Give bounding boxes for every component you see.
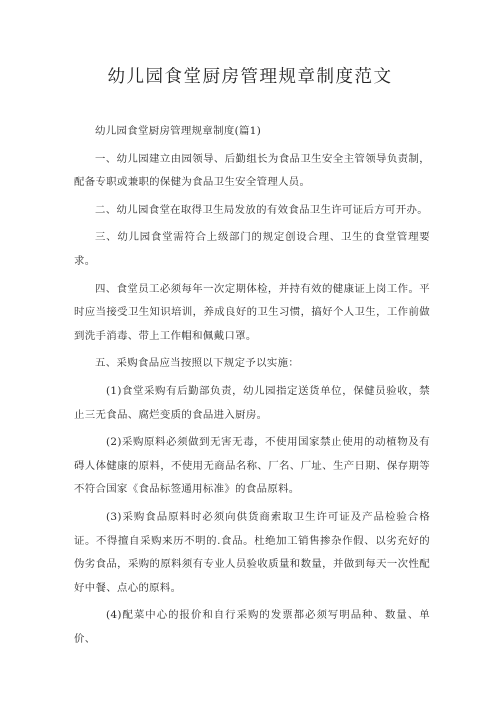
paragraph-4: 四、食堂员工必须每年一次定期体检，并持有效的健康证上岗工作。平时应当接受卫生知识培训，养成良好的卫生习惯，搞好个人卫生，工作前做到洗手消毒、带上工作帽和佩戴口罩。	[74, 282, 430, 342]
list-item-1: (1)食堂采购有后勤部负责，幼儿园指定送货单位，保健员验收，禁止三无食品、腐烂变质的食品进入厨房。	[74, 384, 430, 421]
paragraph-3: 三、幼儿园食堂需符合上级部门的规定创设合理、卫生的食堂管理要求。	[74, 231, 430, 267]
section-heading: 幼儿园食堂厨房管理规章制度(篇1)	[95, 125, 262, 137]
list-item-4: (4)配菜中心的报价和自行采购的发票都必须写明品种、数量、单价、	[74, 609, 430, 645]
document-body	[74, 120, 430, 655]
paragraph-5: 五、采购食品应当按照以下规定予以实施：	[95, 357, 300, 370]
paragraph-2: 二、幼儿园食堂在取得卫生局发放的有效食品卫生许可证后方可开办。	[95, 203, 428, 216]
list-item-2: (2)采购原料必须做到无害无毒，不使用国家禁止使用的动植物及有碍人体健康的原料，不使用无商品名称、厂名、厂址、生产日期、保存期等不符合国家《食品标签通用标准》的食品原料。	[74, 436, 430, 496]
list-item-3: (3)采购食品原料时必须向供货商索取卫生许可证及产品检验合格证。不得擅自采购来历不明的.食品。杜绝加工销售掺杂作假、以劣充好的伪劣食品，采购的原料须有专业人员验收质量和数量，并做到每天一次性配好中餐、点心的原料。	[74, 510, 430, 594]
paragraph-1: 一、幼儿园建立由园领导、后勤组长为食品卫生安全主管领导负责制，配备专职或兼职的保健为食品卫生安全管理人员。	[74, 152, 430, 189]
document-title: 幼儿园食堂厨房管理规章制度范文	[107, 67, 393, 87]
